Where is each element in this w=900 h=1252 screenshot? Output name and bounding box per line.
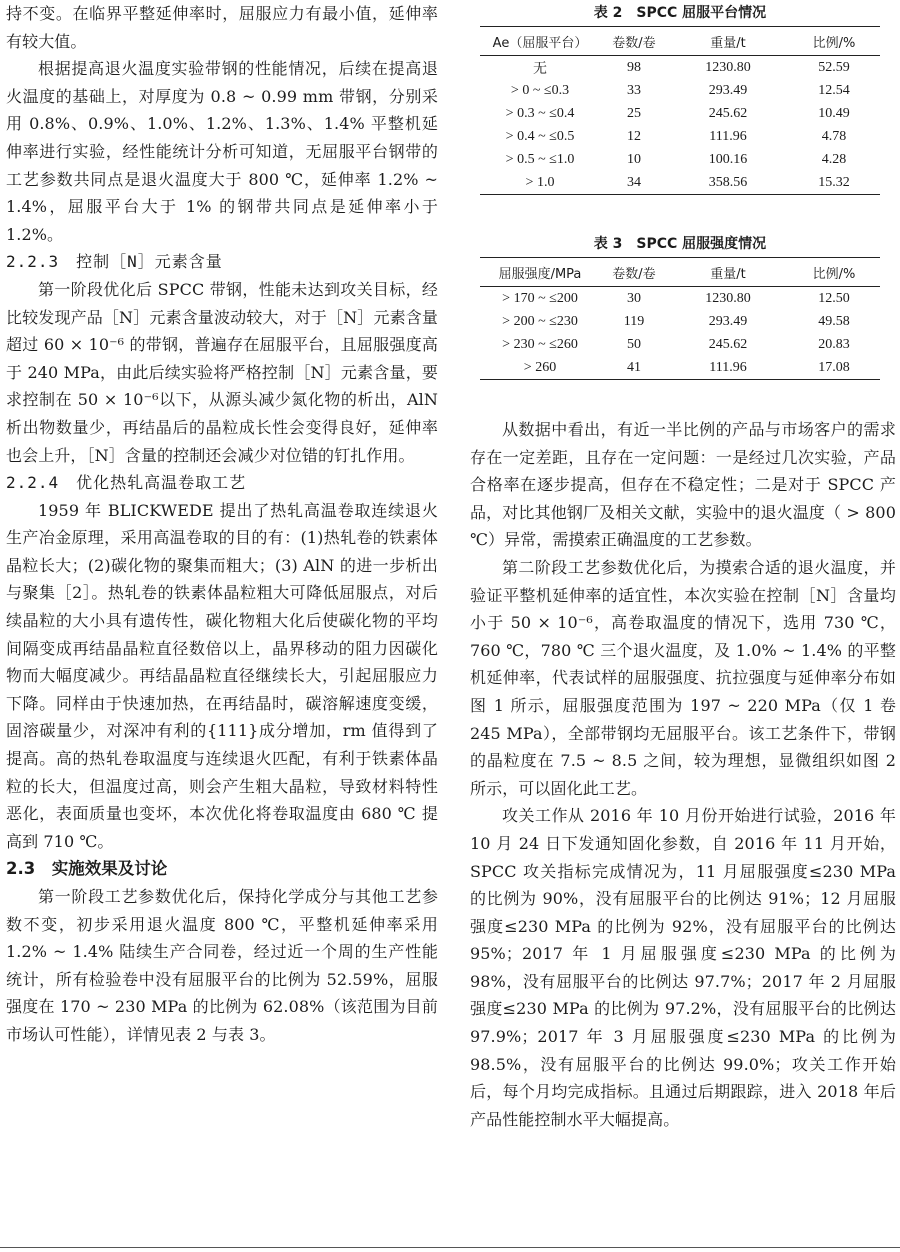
table-cell: 119 (623, 313, 645, 329)
table-header-row (480, 258, 880, 287)
table-cell: 30 (627, 290, 641, 306)
table-row (480, 356, 880, 380)
table-row (480, 79, 880, 102)
table-cell: > 0.4 ~ ≤0.5 (505, 128, 575, 144)
page-bottom-rule (0, 1247, 900, 1248)
table-cell: 358.56 (668, 171, 788, 195)
table-cell: > 1.0 (480, 171, 600, 195)
table-header-cell: Ae（屈服平台） (480, 27, 600, 56)
section-heading-2-3: 2.3 实施效果及讨论 (6, 859, 168, 879)
table-cell: 245.62 (708, 336, 748, 352)
table-cell: 10 (627, 151, 641, 167)
table-2 (480, 0, 880, 195)
table-2-grid (480, 26, 880, 195)
table-cell: 无 (533, 61, 547, 77)
table-cell: 1230.80 (705, 290, 751, 306)
table-3 (480, 231, 880, 380)
table-cell: > 0.5 ~ ≤1.0 (505, 151, 575, 167)
section-heading-2-2-4: 2.2.4 优化热轧高温卷取工艺 (6, 473, 247, 493)
table-cell: 50 (627, 336, 641, 352)
table-cell: > 230 ~ ≤260 (502, 336, 578, 352)
section-heading-2-2-3: 2.2.3 控制［N］元素含量 (6, 252, 223, 272)
right-column (470, 0, 896, 1133)
table-row (480, 148, 880, 171)
table-cell: 100.16 (708, 151, 748, 167)
table-3-grid (480, 257, 880, 380)
paragraph-second-stage: 第二阶段工艺参数优化后，为摸索合适的退火温度，并验证平整机延伸率的适宜性，本次实验在控制［N］含量均小于 50 × 10⁻⁶，高卷取温度的情况下，选用 730 ℃，760 ℃，780 ℃ 三个退火温度，及 1.0% ~ 1.4% 的平整机延伸率，代表试样的屈服强度、抗拉强度与延伸率分布如图 1 所示，屈服强度范围为 197 ~ 220 MPa（仅 1 卷 245 MPa），全部带钢均无屈服平台。该工艺条件下，带钢的晶粒度在 7.5 ~ 8.5 之间，较为理想，显微组织如图 2 所示，可以固化此工艺。 (470, 557, 896, 798)
table-row (480, 333, 880, 356)
table-cell: 98 (627, 59, 641, 75)
table-3-caption: 表 3 SPCC 屈服强度情况 (593, 236, 767, 252)
table-cell: 33 (627, 82, 641, 98)
table-row (480, 102, 880, 125)
table-cell: 1230.80 (705, 59, 751, 75)
table-row (480, 287, 880, 311)
table-cell: 293.49 (708, 82, 748, 98)
paragraph-data-analysis: 从数据中看出，有近一半比例的产品与市场客户的需求存在一定差距，且存在一定问题：一是经过几次实验，产品合格率在逐步提高，但存在不稳定性；二是对于 SPCC 产品，对比其他钢厂及相关文献，实验中的退火温度（ > 800 ℃）异常，需摸索正确温度的工艺参数。 (470, 420, 896, 550)
table-cell: > 0 ~ ≤0.3 (510, 82, 570, 98)
table-row (480, 56, 880, 80)
table-header-row (480, 27, 880, 56)
paragraph-monthly-results: 攻关工作从 2016 年 10 月份开始进行试验，2016 年 10 月 24 日下发通知固化参数，自 2016 年 11 月开始，SPCC 攻关指标完成情况为，11 月屈服强度≤230 MPa 的比例为 90%，没有屈服平台的比例达 91%；12 月屈服强度≤230 MPa 的比例为 92%，没有屈服平台的比例达 95%；2017 年 1 月屈服强度≤230 MPa 的比例为 98%，没有屈服平台的比例达 97.7%；2017 年 2 月屈服强度≤230 MPa 的比例为 97.2%，没有屈服平台的比例达 97.9%；2017 年 3 月屈服强度≤230 MPa 的比例为 98.5%，没有屈服平台的比例达 99.0%；攻关工作开始后，每个月均完成指标。且通过后期跟踪，进入 2018 年后产品性能控制水平大幅提高。 (470, 806, 896, 1129)
table-cell: 245.62 (708, 105, 748, 121)
paragraph-annealing-results: 根据提高退火温度实验带钢的性能情况，后续在提高退火温度的基础上，对厚度为 0.8 ~ 0.99 mm 带钢，分别采用 0.8%、0.9%、1.0%、1.2%、1.3%、1.4% 平整机延伸率进行实验，经性能统计分析可知道，无屈服平台钢带的工艺参数共同点是退火温度大于 800 ℃，延伸率 1.2% ~ 1.4%，屈服平台大于 1% 的钢带共同点是延伸率小于 1.2%。 (6, 59, 438, 244)
paragraph-continuation: 持不变。在临界平整延伸率时，屈服应力有最小值，延伸率有较大值。 (6, 4, 438, 51)
paragraph-coiling-process: 1959 年 BLICKWEDE 提出了热轧高温卷取连续退火生产冶金原理，采用高温卷取的目的有：(1)热轧卷的铁素体晶粒长大；(2)碳化物的聚集而粗大；(3) AlN 的进一步析出与聚集［2］。热轧卷的铁素体晶粒粗大可降低屈服点，对后续晶粒的大小具有遗传性，碳化物粗大化后使碳化物的平均间隔变成再结晶晶粒直径数倍以上，晶界移动的阻力因碳化物而大幅度减少。再结晶晶粒直径继续长大，引起屈服应力下降。同样由于快速加热，在再结晶时，碳溶解速度变缓，固溶碳量少，对深冲有利的{111}成分增加，rm 值得到了提高。高的热轧卷取温度与连续退火匹配，有利于铁素体晶粒的长大，但温度过高，则会产生粗大晶粒，导致材料特性恶化，表面质量也变坏，本次优化将卷取温度由 680 ℃ 提高到 710 ℃。 (6, 500, 438, 851)
table-cell: 20.83 (818, 336, 850, 352)
table-header-cell: 重量/t (668, 27, 788, 56)
table-cell: 111.96 (668, 356, 788, 380)
table-cell: 41 (600, 356, 668, 380)
table-cell: 4.78 (821, 128, 847, 144)
table-cell: > 260 (480, 356, 600, 380)
paragraph-nitrogen-control: 第一阶段优化后 SPCC 带钢，性能未达到攻关目标，经比较发现产品［N］元素含量波动较大，对于［N］元素含量超过 60 × 10⁻⁶ 的带钢，普遍存在屈服平台，且屈服强度高于 240 MPa，由此后续实验将严格控制［N］元素含量，要求控制在 50 × 10⁻⁶以下，从源头减少氮化物的析出，AlN 析出物数量少，再结晶后的晶粒成长性会变得良好，延伸率也会上升，［N］含量的控制还会减少对位错的钉扎作用。 (6, 279, 438, 465)
table-cell: 15.32 (788, 171, 880, 195)
table-header-cell: 屈服强度/MPa (480, 258, 600, 287)
table-header-cell: 卷数/卷 (600, 27, 668, 56)
table-header-cell: 卷数/卷 (600, 258, 668, 287)
table-row (480, 171, 880, 195)
table-cell: 4.28 (821, 151, 847, 167)
paragraph-implementation-effect: 第一阶段工艺参数优化后，保持化学成分与其他工艺参数不变，初步采用退火温度 800 ℃，平整机延伸率采用 1.2% ~ 1.4% 陆续生产合同卷，经过近一个周的生产性能统计，所有检验卷中没有屈服平台的比例为 52.59%，屈服强度在 170 ~ 230 MPa 的比例为 62.08%（该范围为目前市场认可性能），详情见表 2 与表 3。 (6, 887, 438, 1044)
table-cell: 12 (627, 128, 641, 144)
table-cell: 52.59 (818, 59, 850, 75)
table-cell: > 170 ~ ≤200 (502, 290, 578, 306)
table-cell: 34 (600, 171, 668, 195)
table-cell: 12.50 (818, 290, 850, 306)
table-cell: > 0.3 ~ ≤0.4 (505, 105, 575, 121)
table-header-cell: 比例/% (788, 27, 880, 56)
table-header-cell: 比例/% (788, 258, 880, 287)
table-cell: 293.49 (708, 313, 748, 329)
table-cell: 49.58 (818, 313, 850, 329)
table-cell: 12.54 (818, 82, 850, 98)
table-cell: 111.96 (709, 128, 747, 144)
table-cell: 25 (627, 105, 641, 121)
left-column (6, 0, 438, 1049)
table-header-cell: 重量/t (668, 258, 788, 287)
table-2-caption: 表 2 SPCC 屈服平台情况 (593, 5, 767, 21)
table-row (480, 125, 880, 148)
table-cell: 17.08 (788, 356, 880, 380)
table-cell: > 200 ~ ≤230 (502, 313, 578, 329)
table-row (480, 310, 880, 333)
table-cell: 10.49 (818, 105, 850, 121)
